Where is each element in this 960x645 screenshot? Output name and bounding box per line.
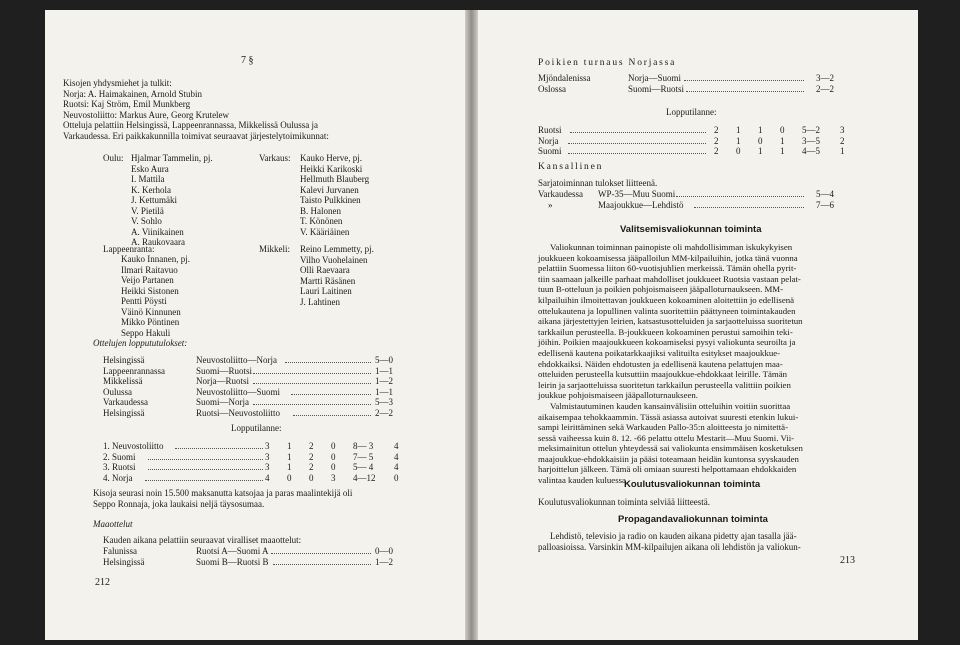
paragraph-line: Valiokunnan toiminnan painopiste oli mahdollisimman iskukykyisen (550, 242, 793, 252)
turnaus-match: Suomi—Ruotsi (628, 83, 685, 94)
standings-points: 4 (394, 462, 399, 472)
committee-member: K. Kerhola (131, 184, 171, 195)
committee-city: Lappeenranta: (103, 244, 155, 254)
result-score: 5—0 (375, 355, 393, 365)
paragraph-line: palloasioissa. Varsinkin MM-kilpailujen aikana oli lehdistön ja valiokun- (538, 541, 801, 552)
turnaus-score: 2—2 (816, 83, 834, 94)
standings-goals: 5—2 (802, 125, 820, 135)
turnaus-standings-row (538, 136, 858, 147)
committee-city: Mikkeli: (259, 244, 290, 254)
turnaus-place: Oslossa (538, 83, 567, 94)
results-table (103, 355, 403, 418)
turnaus-place: Mjöndalenissa (538, 73, 591, 83)
maaottelu-score: 0—0 (375, 546, 393, 556)
committee-member: V. Sohlo (131, 216, 162, 226)
standings-team: 1. Neuvostoliitto (103, 441, 164, 451)
committee-member: J. Lahtinen (300, 296, 340, 307)
turnaus-standings-table (538, 125, 858, 157)
committee-member: I. Mattila (131, 174, 165, 184)
standings-goals: 4—12 (353, 472, 376, 483)
standings-heading: Lopputilanne: (231, 423, 282, 433)
standings-won: 1 (736, 125, 741, 135)
maaottelu-place: Falunissa (103, 546, 138, 556)
standings-goals: 3—5 (802, 135, 820, 146)
committee-varkaus (259, 153, 291, 164)
standings-team: Suomi (538, 146, 562, 156)
maaottelu-match: Suomi B—Ruotsi B (196, 556, 269, 567)
result-score: 2—2 (375, 407, 393, 418)
kansallinen-heading: Kansallinen (538, 162, 604, 172)
result-row (103, 355, 403, 366)
result-row (103, 397, 403, 408)
standings-lost: 1 (780, 135, 785, 146)
result-row (103, 387, 403, 398)
committee-mikkeli-members (300, 244, 374, 307)
maaottelu-score: 1—2 (375, 556, 393, 567)
standings-team: 3. Ruotsi (103, 462, 136, 472)
paragraph-line: Valmistautuminen kauden kansainvälisiin otteluihin voitiin suorittaa (550, 400, 791, 411)
attendance-line: Seppo Ronnaja, joka laukaisi neljä täysosumaa. (93, 498, 265, 509)
standings-won: 1 (287, 462, 292, 472)
paragraph-line: valintaa kauden kuluessa. (538, 475, 629, 486)
paragraph-line: harjoittelun jälkeen. Tämä oli omiaan suuresti helpottamaan ehdokkaiden (538, 464, 797, 475)
standings-drawn: 2 (309, 451, 314, 462)
kansallinen-place: Varkaudessa (538, 189, 583, 199)
kansallinen-match: Maajoukkue—Lehdistö (598, 199, 684, 210)
standings-goals: 7— 5 (353, 451, 374, 462)
maaottelu-row (103, 557, 403, 568)
committee-member: B. Halonen (300, 205, 341, 216)
paragraph-line: sessä vaiheessa kuin 8. 12. -66 pelattu ottelu Mestarit—Muu Suomi. Vii- (538, 432, 795, 443)
standings-drawn: 1 (758, 125, 763, 135)
committee-member: Ilmari Raitavuo (121, 264, 178, 275)
kansallinen-score: 5—4 (816, 189, 834, 199)
standings-points: 4 (394, 441, 399, 451)
standings-won: 0 (736, 146, 741, 156)
right-page (478, 10, 918, 640)
committee-mikkeli (259, 244, 290, 255)
standings-lost: 1 (780, 146, 785, 156)
result-match: Suomi—Ruotsi (196, 365, 253, 376)
kansallinen-matches (538, 189, 848, 210)
committee-city: Oulu: (103, 153, 124, 163)
committee-member: Esko Aura (131, 163, 169, 174)
standings-row (103, 452, 413, 463)
committee-member: Väinö Kinnunen (121, 306, 181, 317)
committee-member: Kauko Innanen, pj. (121, 254, 190, 264)
result-place: Helsingissä (103, 407, 145, 418)
page-number-right: 213 (840, 555, 855, 566)
book-gutter (465, 10, 478, 640)
intro-block (63, 78, 329, 141)
paragraph-line: otteluiden perusteella kutsuttiin maajoukkue-ehdokkaat leirille. Tämän (538, 369, 788, 380)
paragraph-line: jöihin. Poikien maajoukkueen kokoamiseksi pysyi valiokunta seuroilta ja (538, 337, 796, 348)
standings-lost: 0 (331, 441, 336, 451)
paragraph-line: joukkue pohjoismaiseen jääpalloturnaukseen. (538, 390, 699, 401)
attendance-line: Kisoja seurasi noin 15.500 maksanutta katsojaa ja paras maalintekijä oli (93, 488, 353, 498)
committee-lappeenranta (103, 244, 154, 255)
standings-lost: 0 (331, 462, 336, 472)
turnaus-standings-heading: Lopputilanne: (666, 107, 717, 117)
standings-goals: 4—5 (802, 146, 820, 156)
committee-member: Hellmuth Blauberg (300, 174, 370, 184)
committee-member: Kauko Herve, pj. (300, 153, 362, 163)
turnaus-matches (538, 73, 848, 94)
standings-lost: 0 (780, 125, 785, 135)
paragraph-line: aikana järjestettyjen leirien, katsastusotteluiden ja sarjaotteluissa suoritetun (538, 316, 803, 327)
standings-played: 2 (714, 146, 719, 156)
result-match: Neuvostoliitto—Suomi (196, 386, 281, 397)
paragraph-line: joukkueen kokoamisessa jääpalloilun MM-kilpailuihin, jotka tänä vuonna (538, 252, 798, 263)
intro-line: Otteluja pelattiin Helsingissä, Lappeenrannassa, Mikkelissä Oulussa ja (63, 120, 318, 130)
turnaus-score: 3—2 (816, 73, 834, 83)
standings-drawn: 2 (309, 462, 314, 472)
standings-drawn: 1 (758, 146, 763, 156)
result-match: Neuvostoliitto—Norja (196, 355, 277, 365)
standings-played: 3 (265, 451, 270, 462)
paragraph-line: Lehdistö, televisio ja radio on kauden aikana pidetty ajan tasalla jää- (550, 531, 797, 541)
committee-member: Mikko Pöntinen (121, 317, 180, 327)
intro-line: Kisojen yhdysmiehet ja tulkit: (63, 78, 172, 88)
propaganda-paragraph (538, 531, 801, 552)
committee-member: J. Kettumäki (131, 195, 177, 205)
standings-played: 2 (714, 125, 719, 135)
left-page (45, 10, 465, 640)
result-match: Norja—Ruotsi (196, 376, 249, 386)
turnaus-match: Norja—Suomi (628, 73, 681, 83)
standings-table (103, 441, 413, 483)
paragraph-line: tarkkailun perusteella. B-joukkueen kokoaminen perustui samoihin teki- (538, 326, 793, 337)
attendance-text (93, 488, 352, 509)
intro-line: Norja: A. Haimakainen, Arnold Stubin (63, 88, 202, 99)
turnaus-heading: Poikien turnaus Norjassa (538, 58, 677, 68)
standings-won: 1 (287, 441, 292, 451)
result-score: 1—1 (375, 386, 393, 397)
paragraph-line: kilpailuihin ilmoitettavan joukkueen kokoaminen aloitettiin jo edellisenä (538, 294, 795, 305)
maaottelut-intro: Kauden aikana pelattiin seuraavat viralliset maaottelut: (103, 535, 302, 545)
committee-member: Veijo Partanen (121, 275, 174, 285)
kansallinen-row (538, 189, 848, 200)
kansallinen-score: 7—6 (816, 199, 834, 210)
maaottelut-heading: Maaottelut (93, 519, 133, 529)
committee-member: Heikki Karikoski (300, 163, 363, 174)
paragraph-line: edellisenä kautena poikatarkkaajiksi valituilta esitykset maajoukkue- (538, 347, 781, 358)
committee-lappeenranta-members (121, 254, 190, 338)
standings-row (103, 462, 413, 473)
committee-oulu-members (131, 153, 213, 248)
standings-goals: 5— 4 (353, 462, 374, 472)
standings-won: 1 (287, 451, 292, 462)
result-place: Mikkelissä (103, 376, 143, 386)
result-row (103, 408, 403, 419)
standings-team: 2. Suomi (103, 451, 136, 462)
committee-member: V. Pietilä (131, 205, 164, 216)
committee-member: Pentti Pöysti (121, 296, 167, 306)
standings-drawn: 0 (758, 135, 763, 146)
maaottelu-row (103, 546, 403, 557)
standings-goals: 8— 3 (353, 441, 374, 451)
committee-city: Varkaus: (259, 153, 291, 163)
paragraph-line: leirin ja sarjaotteluissa suoritetun tarkkailun perusteella valittiin poikien (538, 379, 791, 390)
standings-lost: 3 (331, 472, 336, 483)
paragraph-line: meksimainitun ottelun yhteydessä sai valiokunta ensimmäisen kosketuksen (538, 443, 803, 454)
committee-member: Reino Lemmetty, pj. (300, 244, 374, 254)
committee-varkaus-members (300, 153, 369, 237)
maaottelu-match: Ruotsi A—Suomi A (196, 546, 269, 556)
standings-team: Norja (538, 135, 559, 146)
standings-points: 3 (840, 125, 845, 135)
standings-lost: 0 (331, 451, 336, 462)
committee-member: Lauri Laitinen (300, 286, 352, 296)
valitse-paragraph (538, 242, 858, 486)
committee-member: Hjalmar Tammelin, pj. (131, 153, 213, 163)
result-row (103, 376, 403, 387)
result-place: Lappeenrannassa (103, 365, 165, 376)
propaganda-heading: Propagandavaliokunnan toiminta (618, 514, 768, 525)
standings-drawn: 2 (309, 441, 314, 451)
standings-team: 4. Norja (103, 472, 133, 483)
result-row (103, 366, 403, 377)
standings-points: 0 (394, 472, 399, 483)
result-score: 5—3 (375, 397, 393, 407)
standings-row (103, 441, 413, 452)
committee-member: Martti Räsänen (300, 275, 356, 286)
turnaus-standings-row (538, 125, 858, 136)
valitse-heading: Valitsemisvaliokunnan toiminta (620, 224, 762, 235)
standings-won: 1 (736, 135, 741, 146)
standings-row (103, 473, 413, 484)
standings-points: 4 (394, 451, 399, 462)
intro-line: Varkaudessa. Eri paikkakunnilla toimivat seuraavat järjestelytoimikunnat: (63, 130, 329, 141)
result-match: Suomi—Norja (196, 397, 249, 407)
committee-member: Heikki Sistonen (121, 285, 179, 296)
paragraph-line: ehdokkaiksi. Näiden ehdotusten ja edellisenä kautena pelattujen maa- (538, 358, 783, 369)
result-place: Helsingissä (103, 355, 145, 365)
intro-line: Neuvostoliitto: Markus Aure, Georg Krutelew (63, 109, 230, 120)
committee-member: T. Könönen (300, 216, 343, 226)
kansallinen-row (538, 200, 848, 211)
result-score: 1—2 (375, 376, 393, 386)
turnaus-match-row (538, 84, 848, 95)
paragraph-line: ottelukautena ja lopullinen valinta suoritettiin päättyneen toimintakauden (538, 305, 796, 316)
result-place: Oulussa (103, 386, 132, 397)
kansallinen-intro: Sarjatoiminnan tulokset liitteenä. (538, 178, 658, 188)
turnaus-standings-row (538, 146, 858, 157)
standings-points: 1 (840, 146, 845, 156)
standings-points: 2 (840, 135, 845, 146)
committee-member: A. Viinikainen (131, 226, 184, 237)
standings-played: 3 (265, 462, 270, 472)
paragraph-line: maajoukkue-ehdokkaisiin ja pääsi toteamaan heidän kuntonsa syyskauden (538, 453, 799, 464)
results-heading: Ottelujen loppututulokset: (93, 338, 188, 348)
standings-drawn: 0 (309, 472, 314, 483)
standings-played: 3 (265, 441, 270, 451)
result-place: Varkaudessa (103, 397, 148, 407)
standings-team: Ruotsi (538, 125, 562, 135)
standings-played: 4 (265, 472, 270, 483)
standings-won: 0 (287, 472, 292, 483)
committee-member: Taisto Pulkkinen (300, 195, 361, 205)
committee-oulu (103, 153, 124, 164)
committee-member: A. Raukovaara (131, 237, 185, 247)
maaottelut-table (103, 546, 403, 567)
kansallinen-place: » (548, 199, 553, 210)
maaottelu-place: Helsingissä (103, 556, 145, 567)
committee-member: Olli Raevaara (300, 265, 350, 275)
committee-member: V. Kääriäinen (300, 226, 350, 237)
koulutus-heading: Koulutusvaliokunnan toiminta (624, 479, 761, 490)
result-score: 1—1 (375, 365, 393, 376)
paragraph-line: sampi leirittäminen sekä Warkauden Pallo-35:n aloitteesta jo nimitettä- (538, 422, 789, 433)
paragraph-line: tiin saamaan jalkeille parhaat mahdolliset joukkueet Ruotsia vastaan pelat- (538, 273, 801, 284)
standings-played: 2 (714, 135, 719, 146)
committee-member: Vilho Vuohelainen (300, 254, 368, 265)
paragraph-line: tuun B-otteluun ja poikien pohjoismaiseen jääpalloturnaukseen. MM- (538, 284, 784, 295)
koulutus-text: Koulutusvaliokunnan toiminta selviää liitteestä. (538, 497, 710, 507)
page-mark: 7 § (241, 55, 254, 66)
committee-member: Seppo Hakuli (121, 327, 171, 338)
kansallinen-match: WP-35—Muu Suomi (598, 189, 676, 199)
committee-member: Kalevi Jurvanen (300, 184, 359, 195)
turnaus-match-row (538, 73, 848, 84)
page-number-left: 212 (95, 577, 110, 588)
paragraph-line: pelattiin Suomessa liiton 60-vuotisjuhlien merkeissä. Tämän ohella pyrit- (538, 263, 797, 274)
paragraph-line: aikaisempaa tehokkaammin. Tässä asiassa autoivat suuresti etenkin lukui- (538, 411, 799, 422)
intro-line: Ruotsi: Kaj Ström, Emil Munkberg (63, 99, 191, 109)
result-match: Ruotsi—Neuvostoliitto (196, 407, 281, 418)
